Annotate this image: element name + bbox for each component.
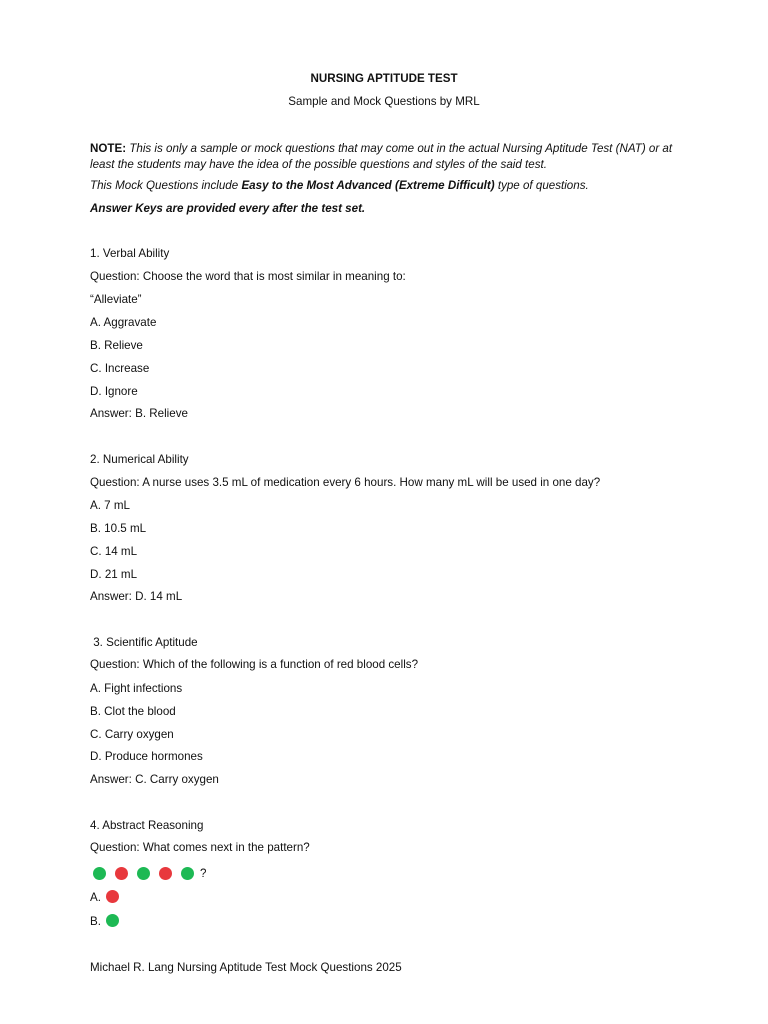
q1-question: Question: Choose the word that is most similar in meaning to:	[90, 270, 406, 283]
red-circle-icon	[115, 867, 128, 880]
green-circle-icon	[93, 867, 106, 880]
q1-option-b: B. Relieve	[90, 339, 143, 352]
q4-option-a-label: A.	[90, 891, 101, 904]
mock-line	[90, 179, 589, 193]
red-circle-icon	[159, 867, 172, 880]
q3-option-b: B. Clot the blood	[90, 705, 176, 718]
q3-option-d: D. Produce hormones	[90, 750, 203, 763]
q2-option-d: D. 21 mL	[90, 568, 138, 581]
q2-option-a: A. 7 mL	[90, 499, 130, 512]
document-title: NURSING APTITUDE TEST	[310, 72, 458, 85]
q1-option-d: D. Ignore	[90, 385, 138, 398]
answer-keys-line: Answer Keys are provided every after the test set.	[90, 202, 366, 215]
q3-answer: Answer: C. Carry oxygen	[90, 773, 219, 786]
q2-option-c: C. 14 mL	[90, 545, 138, 558]
q2-question: Question: A nurse uses 3.5 mL of medication every 6 hours. How many mL will be used in one day?	[90, 476, 601, 489]
q3-question: Question: Which of the following is a function of red blood cells?	[90, 658, 419, 671]
mock-line-emphasis: Easy to the Most Advanced (Extreme Difficult)	[241, 179, 495, 192]
q3-option-c: C. Carry oxygen	[90, 728, 174, 741]
q4-option-a-dot	[106, 890, 119, 903]
q4-pattern-row	[93, 866, 206, 880]
note-label: NOTE:	[90, 142, 127, 155]
q4-option-b	[90, 915, 119, 929]
q2-answer: Answer: D. 14 mL	[90, 590, 183, 603]
q1-option-c: C. Increase	[90, 362, 150, 375]
q3-heading: 3. Scientific Aptitude	[90, 636, 198, 649]
note-paragraph	[90, 141, 690, 173]
q1-heading: 1. Verbal Ability	[90, 247, 170, 260]
page-footer: Michael R. Lang Nursing Aptitude Test Mock Questions 2025	[90, 961, 402, 974]
mock-line-prefix: This Mock Questions include	[90, 179, 242, 192]
note-text: This is only a sample or mock questions that may come out in the actual Nursing Aptitude Test (NAT) or at least the students may have the idea of the possible questions and styles of the said test.	[90, 142, 673, 171]
q1-extra: “Alleviate”	[90, 293, 142, 306]
q4-option-b-label: B.	[90, 915, 101, 928]
q1-answer: Answer: B. Relieve	[90, 407, 188, 420]
q1-option-a: A. Aggravate	[90, 316, 157, 329]
green-circle-icon	[181, 867, 194, 880]
pattern-question-mark: ?	[200, 866, 207, 880]
q2-heading: 2. Numerical Ability	[90, 453, 189, 466]
q4-heading: 4. Abstract Reasoning	[90, 819, 204, 832]
q4-question: Question: What comes next in the pattern?	[90, 841, 310, 854]
green-circle-icon	[137, 867, 150, 880]
q3-option-a: A. Fight infections	[90, 682, 183, 695]
q4-option-b-dot	[106, 914, 119, 927]
document-subtitle: Sample and Mock Questions by MRL	[288, 95, 480, 108]
q2-option-b: B. 10.5 mL	[90, 522, 147, 535]
q4-option-a	[90, 891, 119, 905]
mock-line-suffix: type of questions.	[494, 179, 589, 192]
